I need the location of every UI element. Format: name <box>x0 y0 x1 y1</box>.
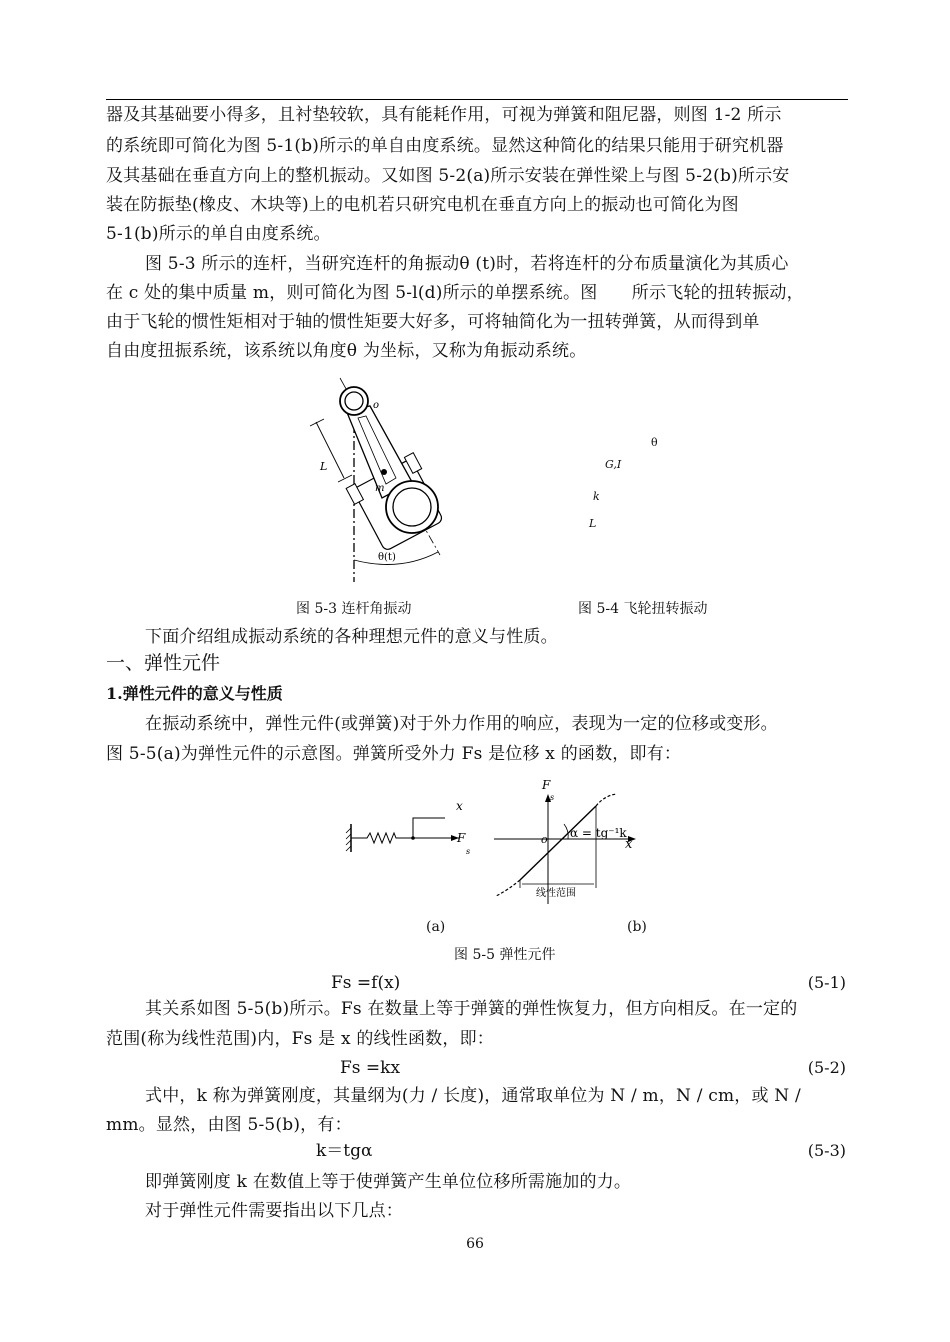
label-o: o <box>541 833 548 846</box>
label-x: x <box>456 799 463 813</box>
label-linear-range: 线性范围 <box>536 888 576 899</box>
mass-center-dot <box>381 469 387 475</box>
paragraph1-line: 器及其基础要小得多，且衬垫较软，具有能耗作用，可视为弹簧和阻尼器，则图 1-2 所示 <box>106 105 782 125</box>
fig54-label-GI: G,I <box>605 458 622 471</box>
label-o: o <box>373 400 380 411</box>
label-m: m <box>375 483 385 494</box>
fig55-sub-a: (a) <box>426 919 446 935</box>
paragraph1-line: 及其基础在垂直方向上的整机振动。又如图 5-2(a)所示安装在弹性梁上与图 5-2(b)所示安 <box>106 166 790 186</box>
paragraph4-line: 范围(称为线性范围)内，Fs 是 x 的线性函数，即： <box>106 1029 494 1049</box>
header-rule <box>106 99 848 100</box>
paragraph2-line: 在 c 处的集中质量 m，则可简化为图 5-l(d)所示的单摆系统。图 所示飞轮的扭转振动， <box>106 283 804 303</box>
paragraph5-line: 式中，k 称为弹簧刚度，其量纲为(力 / 长度)，通常取单位为 N / m，N / cm，或 N / <box>145 1086 801 1106</box>
label-s: s <box>466 847 471 856</box>
equation-5-2: Fs =kx <box>340 1058 401 1078</box>
equation-number: (5-1) <box>807 973 846 992</box>
connecting-rod-figure <box>300 370 460 590</box>
label-s: s <box>550 793 555 802</box>
paragraph1-line: 装在防振垫(橡皮、木块等)上的电机若只研究电机在垂直方向上的振动也可简化为图 <box>106 195 739 215</box>
fig55-sub-b: (b) <box>627 919 647 935</box>
label-L: L <box>320 460 328 473</box>
page-number: 66 <box>466 1236 484 1252</box>
spring-element-figure <box>345 790 485 860</box>
label-alpha: α = tg⁻¹k <box>570 826 627 840</box>
paragraph5-line: mm。显然，由图 5-5(b)，有： <box>106 1115 352 1135</box>
paragraph2-line: 图 5-3 所示的连杆，当研究连杆的角振动θ (t)时，若将连杆的分布质量演化为其质心 <box>145 254 789 274</box>
paragraph3-line: 图 5-5(a)为弹性元件的示意图。弹簧所受外力 Fs 是位移 x 的函数，即有： <box>106 744 682 764</box>
intro-line: 下面介绍组成振动系统的各种理想元件的意义与性质。 <box>145 627 558 647</box>
fig54-label-theta: θ <box>651 436 658 449</box>
paragraph6-line: 即弹簧刚度 k 在数值上等于使弹簧产生单位位移所需施加的力。 <box>145 1172 632 1192</box>
equation-number: (5-2) <box>807 1058 846 1077</box>
spring-coil <box>351 833 413 843</box>
nonlinear-upper <box>596 794 616 806</box>
label-F: F <box>457 831 466 845</box>
small-end-bore <box>345 392 363 410</box>
equation-5-1: Fs =f(x) <box>331 973 401 993</box>
angle-arc <box>354 552 438 565</box>
paragraph1-line: 的系统即可简化为图 5-1(b)所示的单自由度系统。显然这种简化的结果只能用于研究机器 <box>106 136 784 156</box>
nonlinear-lower <box>496 880 520 896</box>
paragraph2-line: 由于飞轮的惯性矩相对于轴的惯性矩要大好多，可将轴简化为一扭转弹簧，从而得到单 <box>106 312 760 332</box>
fig55-caption: 图 5-5 弹性元件 <box>454 947 556 963</box>
label-F: F <box>542 778 551 792</box>
paragraph3-line: 在振动系统中，弹性元件(或弹簧)对于外力作用的响应，表现为一定的位移或变形。 <box>145 714 778 734</box>
paragraph7-line: 对于弹性元件需要指出以下几点： <box>145 1201 403 1221</box>
label-x: x <box>625 837 633 852</box>
fig54-caption: 图 5-4 飞轮扭转振动 <box>578 601 708 617</box>
section-heading: 一、弹性元件 <box>106 652 221 674</box>
subsection-heading: 1.弹性元件的意义与性质 <box>106 684 283 703</box>
linear-line <box>520 806 596 880</box>
force-displacement-figure <box>480 772 650 912</box>
equation-number: (5-3) <box>807 1141 846 1160</box>
fig54-label-L: L <box>589 517 597 530</box>
paragraph2-line: 自由度扭振系统，该系统以角度θ 为坐标，又称为角振动系统。 <box>106 341 587 361</box>
paragraph4-line: 其关系如图 5-5(b)所示。Fs 在数量上等于弹簧的弹性恢复力，但方向相反。在一定的 <box>145 999 798 1019</box>
label-theta-t: θ(t) <box>378 552 396 563</box>
big-end-bore <box>393 488 431 526</box>
paragraph1-line: 5-1(b)所示的单自由度系统。 <box>106 224 331 244</box>
displacement-marker <box>413 818 445 838</box>
fig54-label-k: k <box>593 490 600 503</box>
fig53-caption: 图 5-3 连杆角振动 <box>296 601 412 617</box>
equation-5-3: k＝tgα <box>316 1141 373 1161</box>
